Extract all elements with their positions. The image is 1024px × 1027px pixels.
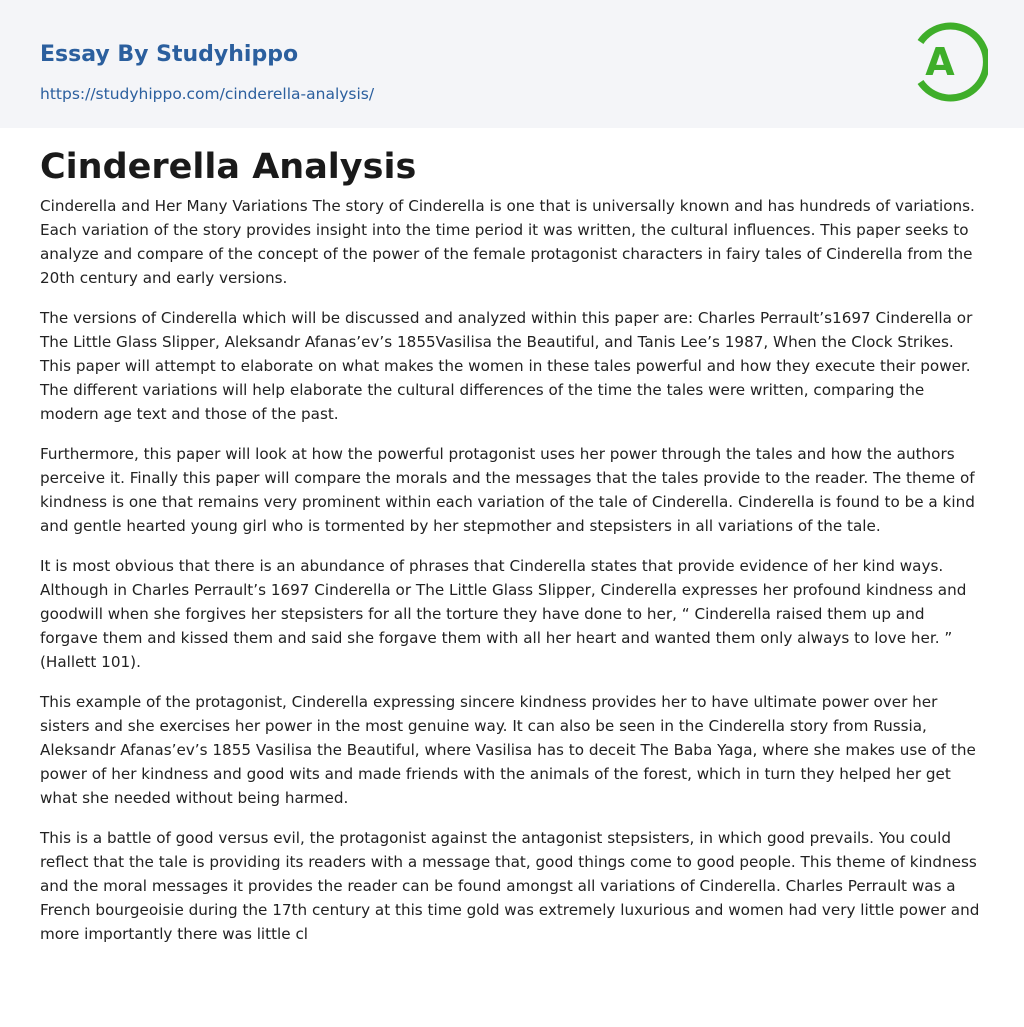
article-body <box>40 194 986 962</box>
page-title: Cinderella Analysis <box>40 147 417 187</box>
paragraph: Cinderella and Her Many Variations The story of Cinderella is one that is universally known and has hundreds of variations. Each variation of the story provides insight into the time period it was written, the cultural influences. This paper seeks to analyze and compare of the concept of the power of the female protagonist characters in fairy tales of Cinderella from the 20th century and early versions. <box>40 197 975 287</box>
page-url-link[interactable]: https://studyhippo.com/cinderella-analysis/ <box>40 85 375 103</box>
site-brand[interactable]: Essay By Studyhippo <box>40 42 299 67</box>
paragraph: The versions of Cinderella which will be discussed and analyzed within this paper are: Charles Perrault’s1697 Cinderella or The Little Glass Slipper, Aleksandr Afanas’ev’s 1855Vasilisa the Beautiful, and Tanis Lee’s 1987, When the Clock Strikes. This paper will attempt to elaborate on what makes the women in these tales powerful and how they execute their power. The different variations will help elaborate the cultural differences of the time the tales were written, comparing the modern age text and those of the past. <box>40 309 973 423</box>
site-header <box>0 0 1024 128</box>
paragraph: It is most obvious that there is an abundance of phrases that Cinderella states that provide evidence of her kind ways. Although in Charles Perrault’s 1697 Cinderella or The Little Glass Slipper, Cinderella expresses her profound kindness and goodwill when she forgives her stepsisters for all the torture they have done to her, “ Cinderella raised them up and forgave them and kissed them and said she forgave them with all her heart and wanted them only always to love her. ” (Hallett 101). <box>40 557 967 671</box>
logo-letter: A <box>925 40 955 84</box>
studyhippo-logo-icon[interactable] <box>910 18 988 106</box>
paragraph: This example of the protagonist, Cinderella expressing sincere kindness provides her to have ultimate power over her sisters and she exercises her power in the most genuine way. It can also be seen in the Cinderella story from Russia, Aleksandr Afanas’ev’s 1855 Vasilisa the Beautiful, where Vasilisa has to deceit The Baba Yaga, where she makes use of the power of her kindness and good wits and made friends with the animals of the forest, which in turn they helped her get what she needed without being harmed. <box>40 693 976 807</box>
paragraph: This is a battle of good versus evil, the protagonist against the antagonist stepsisters, in which good prevails. You could reflect that the tale is providing its readers with a message that, good things come to good people. This theme of kindness and the moral messages it provides the reader can be found amongst all variations of Cinderella. Charles Perrault was a French bourgeoisie during the 17th century at this time gold was extremely luxurious and women had very little power and more importantly there was little cl <box>40 829 980 943</box>
paragraph: Furthermore, this paper will look at how the powerful protagonist uses her power through the tales and how the authors perceive it. Finally this paper will compare the morals and the messages that the tales provide to the reader. The theme of kindness is one that remains very prominent within each variation of the tale of Cinderella. Cinderella is found to be a kind and gentle hearted young girl who is tormented by her stepmother and stepsisters in all variations of the tale. <box>40 445 975 535</box>
